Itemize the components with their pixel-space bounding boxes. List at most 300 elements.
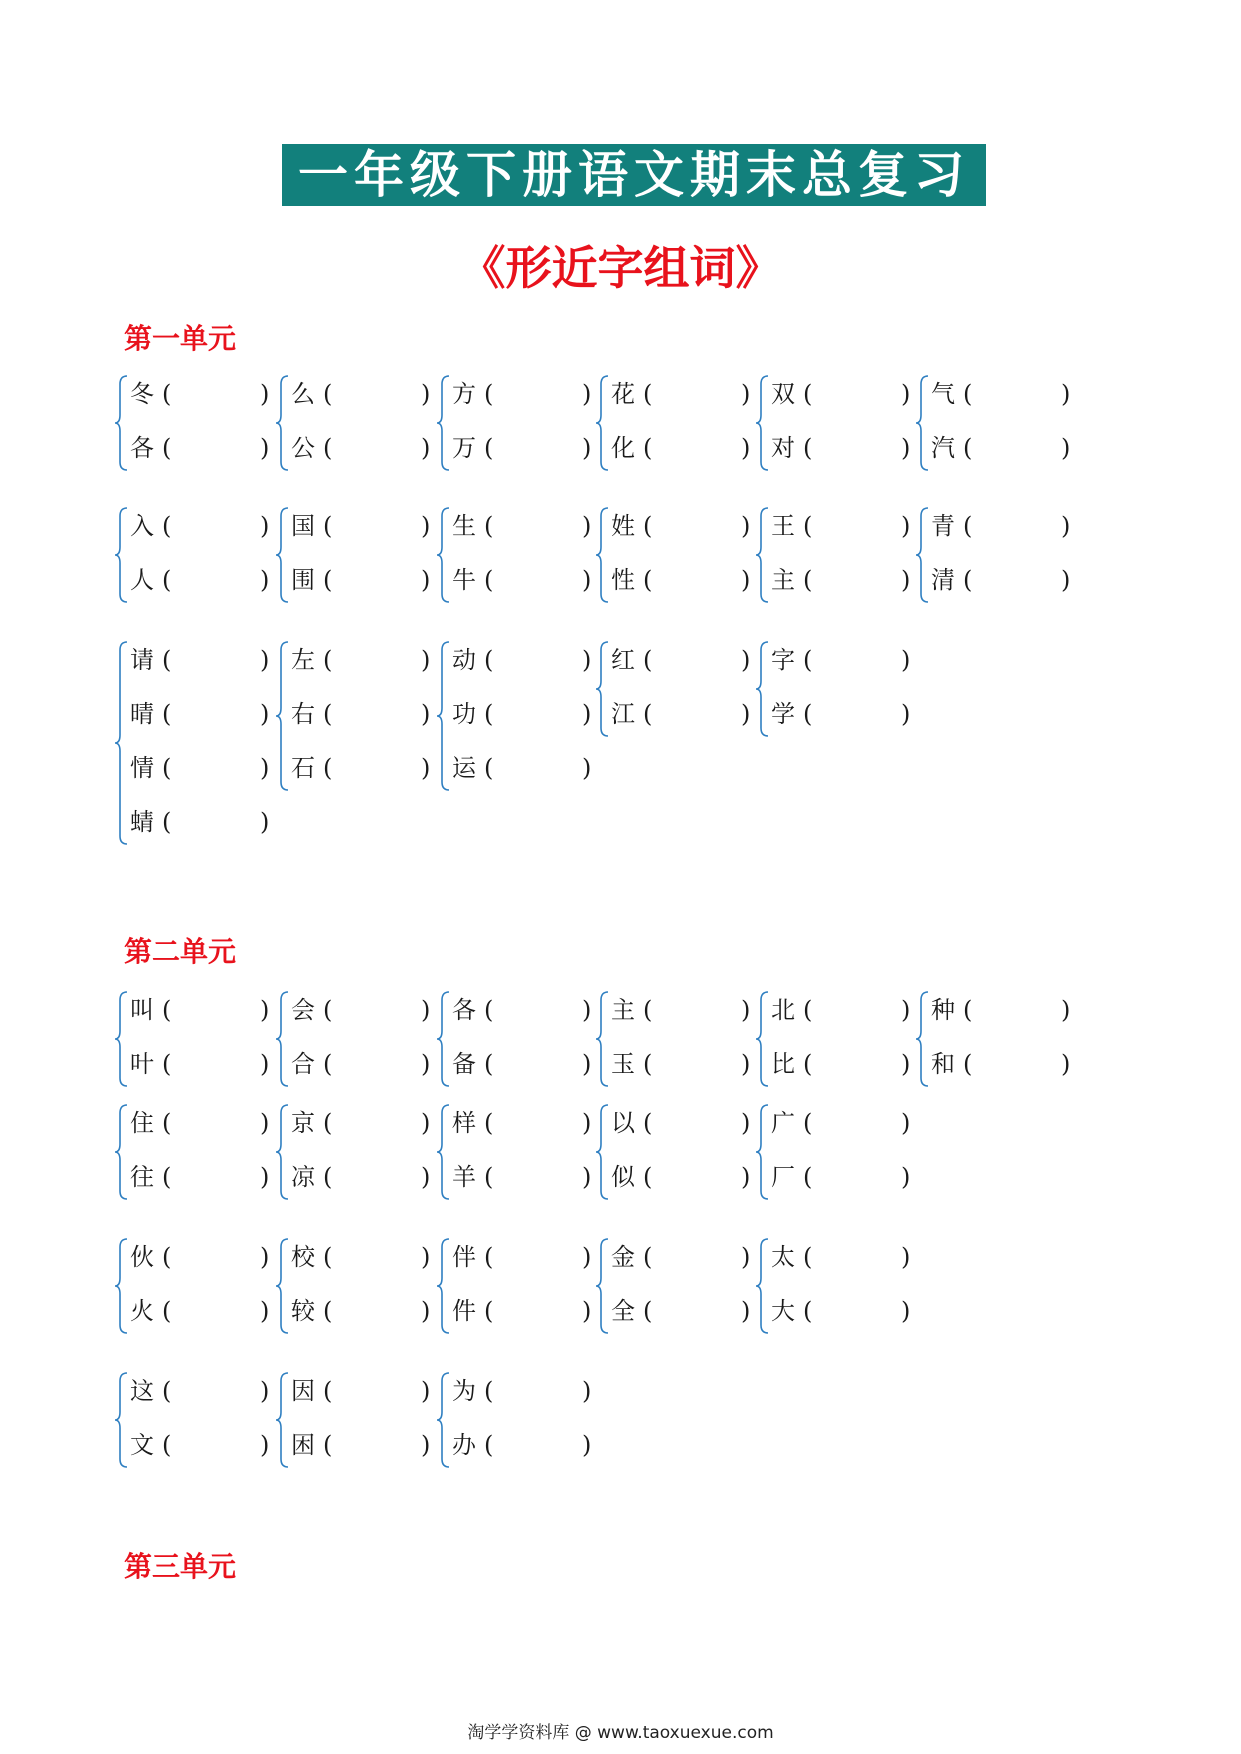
character: 红 xyxy=(611,646,635,674)
answer-blank-close: ) xyxy=(582,1050,592,1078)
brace-icon xyxy=(277,1371,291,1469)
word-item xyxy=(452,640,594,680)
word-item xyxy=(130,1044,272,1084)
character: 这 xyxy=(130,1377,154,1405)
word-item xyxy=(931,428,1073,468)
character: 因 xyxy=(291,1377,315,1405)
answer-blank-open: ( xyxy=(484,1377,494,1405)
answer-blank-close: ) xyxy=(260,996,270,1024)
answer-blank-open: ( xyxy=(643,1050,653,1078)
word-item xyxy=(771,1044,913,1084)
answer-blank-open: ( xyxy=(484,566,494,594)
word-group xyxy=(597,640,753,738)
answer-blank-open: ( xyxy=(803,700,813,728)
answer-blank-close: ) xyxy=(582,646,592,674)
character: 玉 xyxy=(611,1050,635,1078)
subtitle: 《形近字组词》 xyxy=(459,241,782,295)
word-item xyxy=(291,1291,433,1331)
word-item xyxy=(130,1237,272,1277)
word-group xyxy=(116,506,272,604)
answer-blank-close: ) xyxy=(901,1050,911,1078)
answer-blank-close: ) xyxy=(260,646,270,674)
character: 羊 xyxy=(452,1163,476,1191)
answer-blank-close: ) xyxy=(582,1431,592,1459)
brace-icon xyxy=(597,990,611,1088)
answer-blank-close: ) xyxy=(421,754,431,782)
answer-blank-open: ( xyxy=(323,434,333,462)
answer-blank-open: ( xyxy=(643,996,653,1024)
answer-blank-close: ) xyxy=(260,754,270,782)
word-item xyxy=(130,506,272,546)
character: 大 xyxy=(771,1297,795,1325)
word-item xyxy=(931,1044,1073,1084)
character: 功 xyxy=(452,700,476,728)
answer-blank-close: ) xyxy=(741,380,751,408)
character: 困 xyxy=(291,1431,315,1459)
word-item xyxy=(452,1103,594,1143)
word-group xyxy=(277,1237,433,1335)
word-item xyxy=(771,560,913,600)
answer-blank-open: ( xyxy=(643,1243,653,1271)
character: 比 xyxy=(771,1050,795,1078)
word-item xyxy=(771,428,913,468)
answer-blank-close: ) xyxy=(901,996,911,1024)
character: 全 xyxy=(611,1297,635,1325)
character: 国 xyxy=(291,512,315,540)
answer-blank-close: ) xyxy=(582,700,592,728)
character: 叫 xyxy=(130,996,154,1024)
answer-blank-close: ) xyxy=(260,566,270,594)
answer-blank-close: ) xyxy=(901,1163,911,1191)
character: 种 xyxy=(931,996,955,1024)
word-item xyxy=(291,428,433,468)
answer-blank-close: ) xyxy=(901,380,911,408)
word-group xyxy=(757,506,913,604)
word-group xyxy=(917,990,1073,1088)
answer-blank-open: ( xyxy=(484,1297,494,1325)
word-group xyxy=(277,1103,433,1201)
answer-blank-open: ( xyxy=(484,646,494,674)
answer-blank-close: ) xyxy=(901,512,911,540)
word-item xyxy=(931,560,1073,600)
answer-blank-close: ) xyxy=(260,700,270,728)
word-group xyxy=(597,506,753,604)
brace-icon xyxy=(116,374,130,472)
word-item xyxy=(130,640,272,680)
answer-blank-open: ( xyxy=(162,1377,172,1405)
answer-blank-close: ) xyxy=(421,512,431,540)
answer-blank-open: ( xyxy=(643,646,653,674)
word-group xyxy=(277,1371,433,1469)
answer-blank-open: ( xyxy=(803,1109,813,1137)
word-item xyxy=(291,1237,433,1277)
word-group xyxy=(438,374,594,472)
word-group xyxy=(277,990,433,1088)
answer-blank-open: ( xyxy=(643,512,653,540)
word-item xyxy=(931,506,1073,546)
brace-icon xyxy=(597,506,611,604)
answer-blank-open: ( xyxy=(803,380,813,408)
answer-blank-close: ) xyxy=(1061,996,1071,1024)
brace-icon xyxy=(438,506,452,604)
answer-blank-open: ( xyxy=(484,434,494,462)
answer-blank-close: ) xyxy=(421,1163,431,1191)
character: 江 xyxy=(611,700,635,728)
answer-blank-close: ) xyxy=(421,1050,431,1078)
character: 凉 xyxy=(291,1163,315,1191)
brace-icon xyxy=(438,374,452,472)
brace-icon xyxy=(116,1371,130,1469)
word-item xyxy=(130,802,272,842)
word-item xyxy=(291,560,433,600)
character: 往 xyxy=(130,1163,154,1191)
word-group xyxy=(597,1103,753,1201)
character: 办 xyxy=(452,1431,476,1459)
answer-blank-close: ) xyxy=(901,646,911,674)
answer-blank-open: ( xyxy=(484,380,494,408)
answer-blank-close: ) xyxy=(741,996,751,1024)
answer-blank-open: ( xyxy=(803,1163,813,1191)
word-item xyxy=(611,428,753,468)
word-group xyxy=(438,1237,594,1335)
word-group xyxy=(917,506,1073,604)
word-group xyxy=(116,1103,272,1201)
answer-blank-close: ) xyxy=(582,434,592,462)
word-group xyxy=(757,1103,913,1201)
brace-icon xyxy=(438,1237,452,1335)
character: 字 xyxy=(771,646,795,674)
answer-blank-open: ( xyxy=(162,434,172,462)
word-item xyxy=(130,748,272,788)
word-item xyxy=(130,990,272,1030)
character: 合 xyxy=(291,1050,315,1078)
answer-blank-close: ) xyxy=(582,566,592,594)
answer-blank-close: ) xyxy=(421,1243,431,1271)
answer-blank-close: ) xyxy=(741,1109,751,1137)
word-item xyxy=(771,1237,913,1277)
character: 文 xyxy=(130,1431,154,1459)
answer-blank-close: ) xyxy=(582,1243,592,1271)
answer-blank-open: ( xyxy=(162,700,172,728)
brace-icon xyxy=(116,506,130,604)
brace-icon xyxy=(277,990,291,1088)
answer-blank-close: ) xyxy=(901,566,911,594)
answer-blank-close: ) xyxy=(582,512,592,540)
answer-blank-open: ( xyxy=(643,1163,653,1191)
word-group xyxy=(116,640,272,846)
answer-blank-close: ) xyxy=(421,434,431,462)
word-group xyxy=(757,640,913,738)
brace-icon xyxy=(438,1103,452,1201)
brace-icon xyxy=(438,1371,452,1469)
answer-blank-open: ( xyxy=(484,1050,494,1078)
character: 金 xyxy=(611,1243,635,1271)
brace-icon xyxy=(917,506,931,604)
unit-heading: 第一单元 xyxy=(124,322,237,355)
character: 姓 xyxy=(611,512,635,540)
answer-blank-open: ( xyxy=(323,1377,333,1405)
answer-blank-close: ) xyxy=(1061,434,1071,462)
character: 汽 xyxy=(931,434,955,462)
answer-blank-close: ) xyxy=(421,1377,431,1405)
brace-icon xyxy=(277,1103,291,1201)
answer-blank-open: ( xyxy=(484,1163,494,1191)
brace-icon xyxy=(597,374,611,472)
word-item xyxy=(611,560,753,600)
answer-blank-close: ) xyxy=(421,700,431,728)
answer-blank-open: ( xyxy=(323,646,333,674)
word-item xyxy=(452,990,594,1030)
word-item xyxy=(130,428,272,468)
character: 花 xyxy=(611,380,635,408)
brace-icon xyxy=(757,1103,771,1201)
word-item xyxy=(291,640,433,680)
brace-icon xyxy=(597,1237,611,1335)
brace-icon xyxy=(277,1237,291,1335)
word-group xyxy=(277,506,433,604)
answer-blank-open: ( xyxy=(643,1109,653,1137)
word-item xyxy=(452,1425,594,1465)
word-item xyxy=(130,1425,272,1465)
character: 校 xyxy=(291,1243,315,1271)
answer-blank-open: ( xyxy=(963,566,973,594)
word-item xyxy=(611,990,753,1030)
answer-blank-open: ( xyxy=(803,512,813,540)
answer-blank-close: ) xyxy=(260,434,270,462)
character: 以 xyxy=(611,1109,635,1137)
character: 化 xyxy=(611,434,635,462)
word-item xyxy=(452,694,594,734)
answer-blank-close: ) xyxy=(582,1297,592,1325)
brace-icon xyxy=(757,640,771,738)
word-item xyxy=(931,374,1073,414)
character: 主 xyxy=(771,566,795,594)
character: 伙 xyxy=(130,1243,154,1271)
answer-blank-open: ( xyxy=(484,512,494,540)
answer-blank-close: ) xyxy=(421,646,431,674)
brace-icon xyxy=(597,640,611,738)
brace-icon xyxy=(116,1103,130,1201)
answer-blank-open: ( xyxy=(484,1243,494,1271)
character: 运 xyxy=(452,754,476,782)
answer-blank-open: ( xyxy=(803,996,813,1024)
answer-blank-close: ) xyxy=(582,1163,592,1191)
answer-blank-open: ( xyxy=(323,1163,333,1191)
answer-blank-close: ) xyxy=(260,1243,270,1271)
answer-blank-open: ( xyxy=(162,1050,172,1078)
word-group xyxy=(116,374,272,472)
word-item xyxy=(771,990,913,1030)
answer-blank-close: ) xyxy=(260,1377,270,1405)
character: 会 xyxy=(291,996,315,1024)
word-item xyxy=(130,560,272,600)
character: 似 xyxy=(611,1163,635,1191)
word-group xyxy=(116,1371,272,1469)
character: 和 xyxy=(931,1050,955,1078)
character: 火 xyxy=(130,1297,154,1325)
word-item xyxy=(291,1371,433,1411)
word-item xyxy=(771,1291,913,1331)
answer-blank-close: ) xyxy=(901,434,911,462)
answer-blank-open: ( xyxy=(484,754,494,782)
character: 清 xyxy=(931,566,955,594)
word-item xyxy=(611,506,753,546)
answer-blank-open: ( xyxy=(803,1297,813,1325)
character: 叶 xyxy=(130,1050,154,1078)
answer-blank-close: ) xyxy=(901,1243,911,1271)
answer-blank-open: ( xyxy=(963,996,973,1024)
answer-blank-open: ( xyxy=(323,754,333,782)
answer-blank-close: ) xyxy=(1061,512,1071,540)
answer-blank-close: ) xyxy=(421,380,431,408)
answer-blank-close: ) xyxy=(421,1297,431,1325)
character: 牛 xyxy=(452,566,476,594)
answer-blank-open: ( xyxy=(323,1431,333,1459)
answer-blank-open: ( xyxy=(803,434,813,462)
word-item xyxy=(291,1425,433,1465)
character: 方 xyxy=(452,380,476,408)
answer-blank-open: ( xyxy=(162,1163,172,1191)
answer-blank-open: ( xyxy=(162,566,172,594)
character: 入 xyxy=(130,512,154,540)
answer-blank-open: ( xyxy=(323,996,333,1024)
answer-blank-close: ) xyxy=(582,1109,592,1137)
answer-blank-open: ( xyxy=(963,512,973,540)
word-item xyxy=(291,1157,433,1197)
brace-icon xyxy=(438,640,452,792)
answer-blank-open: ( xyxy=(643,434,653,462)
word-group xyxy=(277,374,433,472)
answer-blank-close: ) xyxy=(582,380,592,408)
word-item xyxy=(452,428,594,468)
word-item xyxy=(452,560,594,600)
character: 万 xyxy=(452,434,476,462)
answer-blank-close: ) xyxy=(741,1163,751,1191)
character: 动 xyxy=(452,646,476,674)
brace-icon xyxy=(116,640,130,846)
character: 各 xyxy=(130,434,154,462)
answer-blank-close: ) xyxy=(260,512,270,540)
character: 冬 xyxy=(130,380,154,408)
answer-blank-close: ) xyxy=(741,646,751,674)
word-item xyxy=(452,1157,594,1197)
word-group xyxy=(438,506,594,604)
answer-blank-close: ) xyxy=(741,566,751,594)
answer-blank-close: ) xyxy=(741,512,751,540)
character: 围 xyxy=(291,566,315,594)
answer-blank-close: ) xyxy=(741,434,751,462)
title-banner: 一年级下册语文期末总复习 xyxy=(282,144,986,206)
word-group xyxy=(438,1371,594,1469)
brace-icon xyxy=(277,506,291,604)
word-item xyxy=(611,1157,753,1197)
word-item xyxy=(771,1157,913,1197)
answer-blank-open: ( xyxy=(323,380,333,408)
character: 主 xyxy=(611,996,635,1024)
word-item xyxy=(291,694,433,734)
character: 住 xyxy=(130,1109,154,1137)
word-item xyxy=(771,694,913,734)
character: 为 xyxy=(452,1377,476,1405)
character: 备 xyxy=(452,1050,476,1078)
answer-blank-open: ( xyxy=(643,380,653,408)
brace-icon xyxy=(757,1237,771,1335)
word-group xyxy=(757,1237,913,1335)
brace-icon xyxy=(116,1237,130,1335)
answer-blank-close: ) xyxy=(421,996,431,1024)
brace-icon xyxy=(757,990,771,1088)
word-item xyxy=(291,374,433,414)
answer-blank-close: ) xyxy=(741,1050,751,1078)
character: 人 xyxy=(130,566,154,594)
word-item xyxy=(611,640,753,680)
character: 北 xyxy=(771,996,795,1024)
answer-blank-close: ) xyxy=(582,754,592,782)
word-item xyxy=(452,374,594,414)
character: 王 xyxy=(771,512,795,540)
answer-blank-open: ( xyxy=(162,754,172,782)
word-item xyxy=(771,506,913,546)
word-item xyxy=(130,374,272,414)
word-item xyxy=(771,1103,913,1143)
answer-blank-close: ) xyxy=(741,1243,751,1271)
word-item xyxy=(291,748,433,788)
character: 么 xyxy=(291,380,315,408)
word-item xyxy=(130,1371,272,1411)
character: 广 xyxy=(771,1109,795,1137)
word-group xyxy=(757,374,913,472)
answer-blank-close: ) xyxy=(260,1050,270,1078)
answer-blank-open: ( xyxy=(803,646,813,674)
word-item xyxy=(291,1044,433,1084)
answer-blank-open: ( xyxy=(162,808,172,836)
character: 晴 xyxy=(130,700,154,728)
brace-icon xyxy=(597,1103,611,1201)
word-group xyxy=(597,374,753,472)
character: 件 xyxy=(452,1297,476,1325)
word-item xyxy=(771,640,913,680)
word-item xyxy=(452,1371,594,1411)
answer-blank-close: ) xyxy=(741,700,751,728)
word-item xyxy=(611,374,753,414)
word-group xyxy=(277,640,433,792)
answer-blank-open: ( xyxy=(484,1109,494,1137)
brace-icon xyxy=(438,990,452,1088)
character: 对 xyxy=(771,434,795,462)
answer-blank-open: ( xyxy=(803,566,813,594)
character: 学 xyxy=(771,700,795,728)
word-item xyxy=(452,1237,594,1277)
answer-blank-close: ) xyxy=(421,566,431,594)
brace-icon xyxy=(277,374,291,472)
answer-blank-open: ( xyxy=(484,996,494,1024)
word-group xyxy=(116,990,272,1088)
character: 公 xyxy=(291,434,315,462)
word-group xyxy=(917,374,1073,472)
character: 情 xyxy=(130,754,154,782)
answer-blank-close: ) xyxy=(901,700,911,728)
character: 京 xyxy=(291,1109,315,1137)
answer-blank-open: ( xyxy=(643,700,653,728)
character: 左 xyxy=(291,646,315,674)
word-group xyxy=(438,990,594,1088)
character: 样 xyxy=(452,1109,476,1137)
word-group xyxy=(438,640,594,792)
answer-blank-open: ( xyxy=(963,1050,973,1078)
brace-icon xyxy=(917,374,931,472)
character: 右 xyxy=(291,700,315,728)
character: 蜻 xyxy=(130,808,154,836)
